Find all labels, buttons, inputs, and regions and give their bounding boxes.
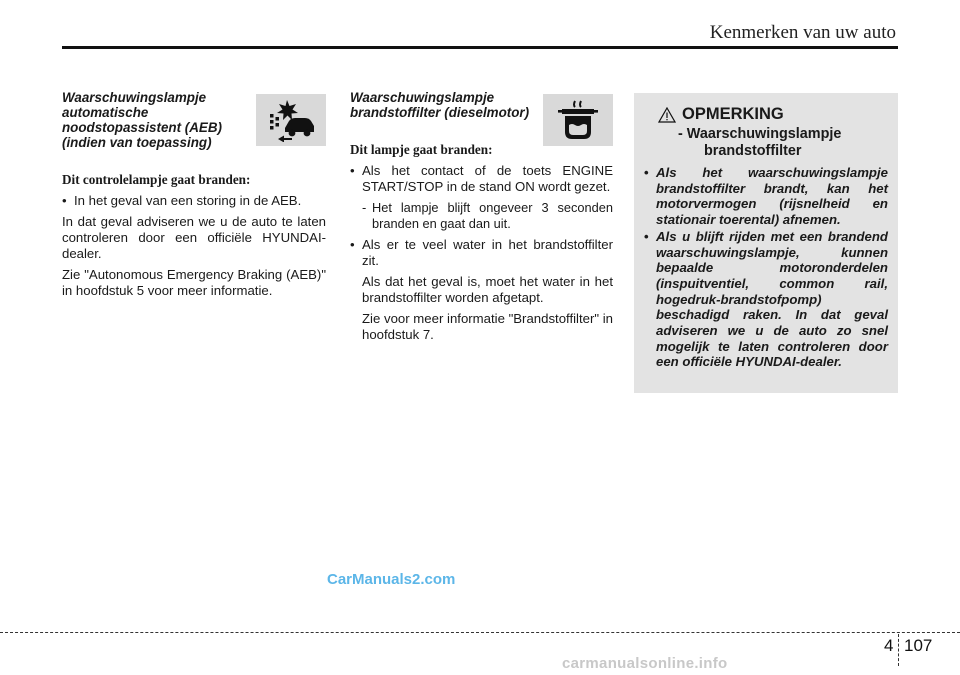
fuel-filter-section — [350, 90, 613, 348]
note-item: • Als het waarschuwingslampje brandstoffilter brandt, kan het motorvermogen (rijsnelheid en stationair toerental) afnemen. — [644, 165, 888, 228]
footer-watermark: carmanualsonline.info — [562, 655, 728, 672]
aeb-section-title: Waarschuwingslampje automatische noodstopassistent (AEB) (indien van toepassing) — [62, 90, 222, 150]
note-box — [634, 93, 898, 393]
note-subtitle — [678, 126, 888, 160]
fuel-filter-section-title: Waarschuwingslampje brandstoffilter (dieselmotor) — [350, 90, 530, 120]
aeb-bullet: • In het geval van een storing in de AEB. — [62, 193, 326, 209]
footer-rule — [0, 632, 960, 633]
fuel-filter-bullet-1: • Als het contact of de toets ENGINE START/STOP in de stand ON wordt gezet. — [350, 163, 613, 195]
aeb-subhead: Dit controlelampje gaat branden: — [62, 172, 251, 187]
page-number: 107 — [904, 636, 933, 655]
running-header: Kenmerken van uw auto — [709, 22, 896, 43]
fuel-filter-icon-box — [543, 94, 613, 146]
page-separator — [898, 634, 899, 666]
aeb-icon-box — [256, 94, 326, 146]
fuel-filter-indent-1: Als dat het geval is, moet het water in het brandstoffilter worden afgetapt. — [362, 274, 613, 305]
fuel-filter-subhead: Dit lampje gaat branden: — [350, 142, 493, 157]
note-header — [658, 105, 888, 124]
fuel-filter-indent-2: Zie voor meer informatie "Brandstoffilter" in hoofdstuk 7. — [362, 311, 613, 342]
note-item: • Als u blijft rijden met een brandend waarschuwingslampje, kunnen bepaalde motoronderdelen (inspuitventiel, common rail, hogedruk-brandstofpomp) beschadigd raken. In dat geval adviseren we u de auto zo snel mogelijk te laten controleren door een officiële HYUNDAI-dealer. — [644, 229, 888, 370]
warning-triangle-icon — [658, 107, 676, 123]
chapter-number: 4 — [884, 636, 894, 655]
note-list — [644, 165, 888, 370]
fuel-filter-bullet-2: • Als er te veel water in het brandstoffilter zit. — [350, 237, 613, 269]
aeb-warning-icon — [265, 98, 317, 142]
aeb-section — [62, 90, 326, 304]
fuel-filter-dash-1: - Het lampje blijft ongeveer 3 seconden branden en gaat dan uit. — [350, 200, 613, 232]
note-subtitle-line-2: brandstoffilter — [704, 143, 802, 159]
note-subtitle-line-1: - Waarschuwingslampje — [678, 126, 842, 142]
fuel-filter-water-icon — [556, 98, 600, 142]
aeb-paragraph-2: Zie "Autonomous Emergency Braking (AEB)" in hoofdstuk 5 voor meer informatie. — [62, 267, 326, 298]
aeb-paragraph-1: In dat geval adviseren we u de auto te laten controleren door een officiële HYUNDAI-dealer. — [62, 214, 326, 261]
header-rule — [62, 46, 898, 49]
note-title: OPMERKING — [682, 105, 784, 123]
watermark-link[interactable]: CarManuals2.com — [327, 571, 456, 588]
